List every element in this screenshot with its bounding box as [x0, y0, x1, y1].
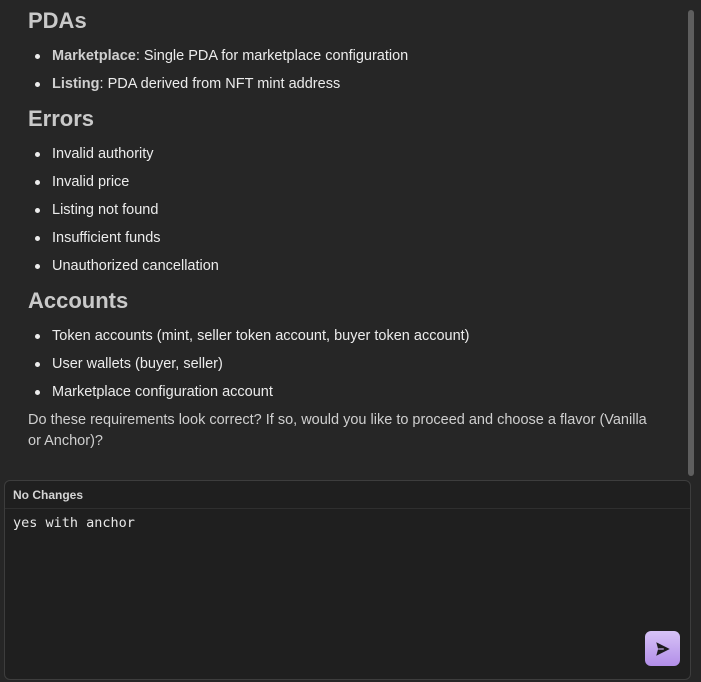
- list-item: Token accounts (mint, seller token account, buyer token account): [28, 322, 661, 350]
- changes-status-label: No Changes: [5, 481, 690, 509]
- send-button[interactable]: [645, 631, 680, 666]
- section-heading-accounts: Accounts: [28, 288, 129, 313]
- message-input[interactable]: [5, 509, 690, 669]
- list-item-strong: Listing: [52, 76, 100, 92]
- chat-scrollbar[interactable]: [687, 6, 695, 476]
- list-item-text: : Single PDA for marketplace configuration: [135, 48, 409, 64]
- accounts-list: [28, 322, 661, 406]
- pdas-list: [28, 42, 661, 98]
- message-composer: [4, 480, 691, 680]
- list-item-strong: Marketplace: [52, 48, 136, 64]
- list-item: Marketplace configuration account: [28, 378, 661, 406]
- list-item: Insufficient funds: [28, 224, 661, 252]
- list-item-text: : PDA derived from NFT mint address: [99, 76, 341, 92]
- scrollbar-thumb[interactable]: [688, 10, 694, 476]
- list-item: Invalid authority: [28, 140, 661, 168]
- list-item: [28, 42, 661, 70]
- list-item: Unauthorized cancellation: [28, 252, 661, 280]
- list-item: Listing not found: [28, 196, 661, 224]
- section-heading-errors: Errors: [28, 106, 95, 131]
- section-heading-pdas: PDAs: [28, 8, 87, 33]
- errors-list: [28, 140, 661, 280]
- list-item: [28, 70, 661, 98]
- closing-question: Do these requirements look correct? If so, would you like to proceed and choose a flavor (Vanilla or Anchor)?: [28, 412, 647, 449]
- send-icon: [654, 640, 672, 658]
- list-item: User wallets (buyer, seller): [28, 350, 661, 378]
- list-item: Invalid price: [28, 168, 661, 196]
